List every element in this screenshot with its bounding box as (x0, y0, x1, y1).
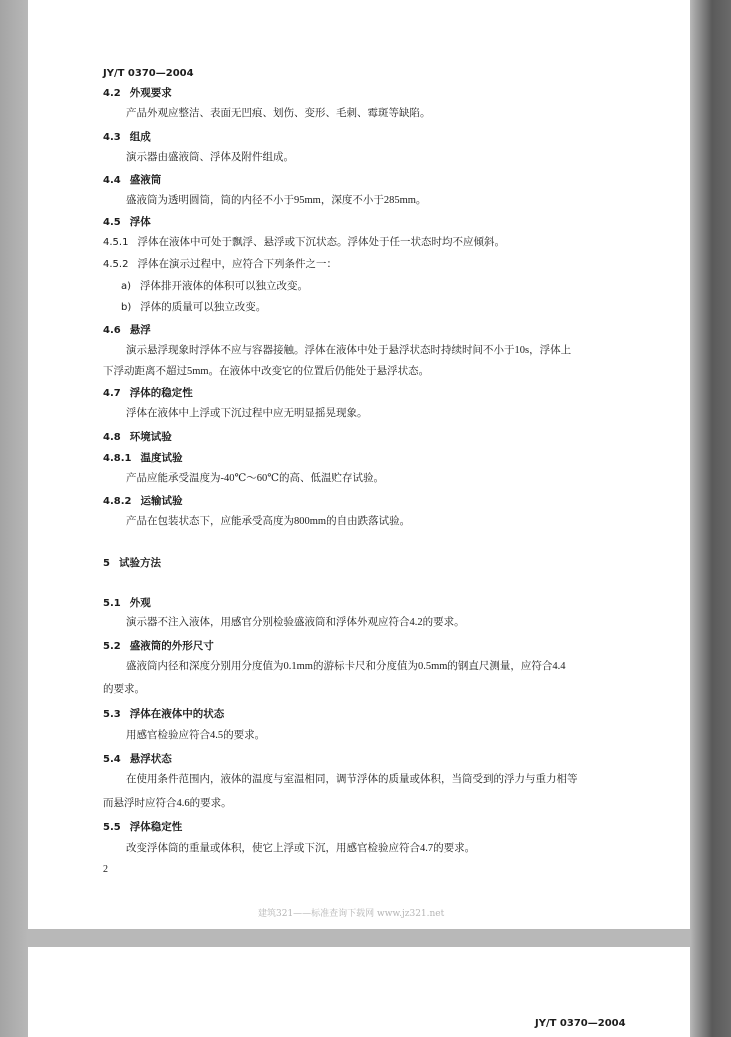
section-heading-4-3: 4.3 组成 (103, 131, 151, 143)
section-heading-4-7: 4.7 浮体的稳定性 (103, 387, 193, 399)
document-page-1 (28, 0, 690, 929)
section-heading-4-2: 4.2 外观要求 (103, 87, 172, 99)
document-id: JY/T 0370—2004 (103, 68, 194, 79)
list-item-b: b) 浮体的质量可以独立改变。 (121, 302, 267, 313)
section-heading-4-4: 4.4 盛液筒 (103, 174, 162, 186)
list-item-a: a) 浮体排开液体的体积可以独立改变。 (121, 281, 309, 292)
paragraph-line: 浮体在液体中上浮或下沉过程中应无明显摇晃现象。 (126, 408, 368, 419)
section-heading-4-8-1: 4.8.1 温度试验 (103, 452, 183, 464)
section-heading-5-5: 5.5 浮体稳定性 (103, 821, 183, 833)
paragraph-line: 演示悬浮现象时浮体不应与容器接触。浮体在液体中处于悬浮状态时持续时间不小于10s，浮体上 (126, 345, 572, 356)
chapter-heading-5: 5 试验方法 (103, 557, 161, 569)
paragraph-line: 下浮动距离不超过5mm。在液体中改变它的位置后仍能处于悬浮状态。 (103, 366, 430, 377)
section-heading-5-1: 5.1 外观 (103, 597, 151, 609)
paragraph-line: 的要求。 (103, 684, 145, 695)
section-heading-4-8: 4.8 环境试验 (103, 431, 172, 443)
paragraph-line: 产品应能承受温度为-40℃～60℃的高、低温贮存试验。 (126, 473, 384, 484)
section-heading-5-4: 5.4 悬浮状态 (103, 753, 172, 765)
section-heading-4-5: 4.5 浮体 (103, 216, 151, 228)
paragraph-line: 盛液筒内径和深度分别用分度值为0.1mm的游标卡尺和分度值为0.5mm的钢直尺测量，应符合4.4 (126, 661, 566, 672)
paragraph-line: 而悬浮时应符合4.6的要求。 (103, 798, 232, 809)
section-heading-5-2: 5.2 盛液筒的外形尺寸 (103, 640, 214, 652)
document-id-page-2: JY/T 0370—2004 (535, 1018, 626, 1029)
section-heading-5-3: 5.3 浮体在液体中的状态 (103, 708, 225, 720)
paragraph-line: 演示器由盛液筒、浮体及附件组成。 (126, 152, 294, 163)
paragraph-line: 盛液筒为透明圆筒，筒的内径不小于95mm，深度不小于285mm。 (126, 195, 427, 206)
watermark: 建筑321——标准查询下载网 www.jz321.net (258, 909, 445, 919)
paragraph-line: 在使用条件范围内，液体的温度与室温相同，调节浮体的质量或体积，当筒受到的浮力与重力相等 (126, 774, 578, 785)
paragraph-line: 产品在包装状态下，应能承受高度为800mm的自由跌落试验。 (126, 516, 411, 527)
paragraph-line: 演示器不注入液体，用感官分别检验盛液筒和浮体外观应符合4.2的要求。 (126, 617, 465, 628)
clause-4-5-1: 4.5.1 浮体在液体中可处于飘浮、悬浮或下沉状态。浮体处于任一状态时均不应倾斜。 (103, 237, 505, 248)
paragraph-line: 用感官检验应符合4.5的要求。 (126, 730, 266, 741)
section-heading-4-6: 4.6 悬浮 (103, 324, 151, 336)
clause-4-5-2: 4.5.2 浮体在演示过程中，应符合下列条件之一： (103, 259, 337, 270)
paragraph-line: 产品外观应整洁、表面无凹痕、划伤、变形、毛刺、霉斑等缺陷。 (126, 108, 431, 119)
section-heading-4-8-2: 4.8.2 运输试验 (103, 495, 183, 507)
paragraph-line: 改变浮体筒的重量或体积，使它上浮或下沉，用感官检验应符合4.7的要求。 (126, 843, 476, 854)
page-number: 2 (103, 864, 108, 875)
